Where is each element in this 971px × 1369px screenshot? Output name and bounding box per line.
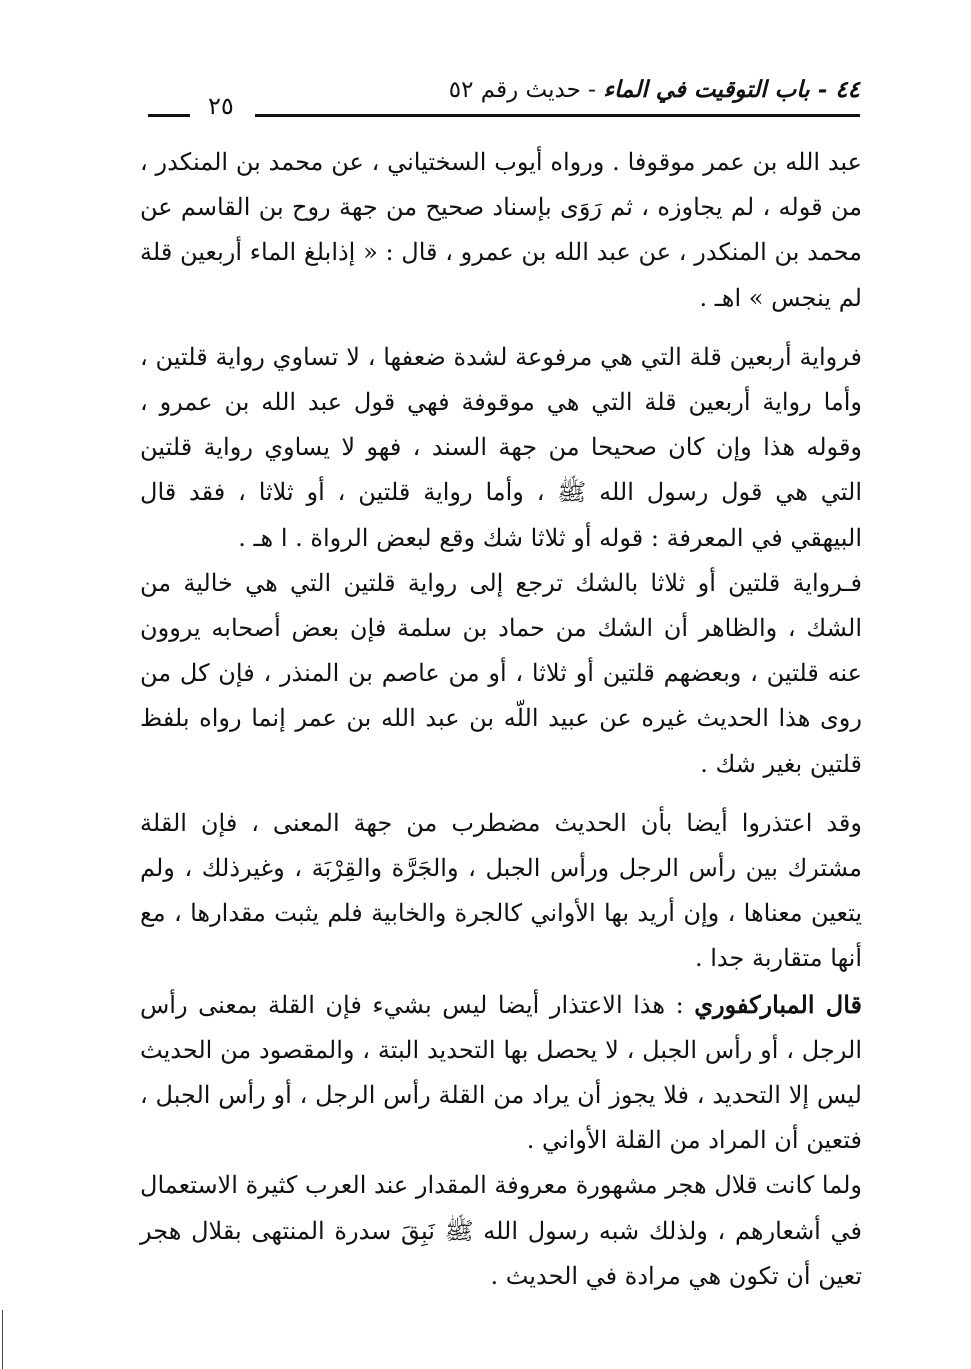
paragraph: ولما كانت قلال هجر مشهورة معروفة المقدار عند العرب كثيرة الاستعمال في أشعارهم ، ولذلك شبه رسول الله ﷺ نَبِقَ سدرة المنتهى بقلال هجر تعين أن تكون هي مرادة في الحديث . bbox=[140, 1171, 862, 1290]
paragraph: فرواية أربعين قلة التي هي مرفوعة لشدة ضعفها ، لا تساوي رواية قلتين ، وأما رواية أربعين قلة التي هي موقوفة فهي قول عبد الله بن عمرو ، وقوله هذا وإن كان صحيحا من جهة السند ، فهو لا يساوي رواية قلتين التي هي قول رسول الله ﷺ ، وأما رواية قلتين ، أو ثلاثا ، فقد قال البيهقي في المعرفة : قوله أو ثلاثا شك وقع لبعض الرواة . ا هـ . bbox=[140, 342, 863, 552]
paragraph: عبد الله بن عمر موقوفا . ورواه أيوب السختياني ، عن محمد بن المنكدر ، من قوله ، لم يجاوزه ، ثم رَوَى بإسناد صحيح من جهة روح بن القاسم عن محمد بن المنكدر ، عن عبد الله بن عمرو ، قال : « إذابلغ الماء أربعين قلة لم ينجس » اهـ . bbox=[140, 148, 862, 312]
page-edge-mark bbox=[2, 1310, 3, 1369]
chapter-title: ٤٤ - باب التوقيت في الماء bbox=[603, 76, 860, 103]
paragraph: وقد اعتذروا أيضا بأن الحديث مضطرب من جهة المعنى ، فإن القلة مشترك بين رأس الرجل ورأس الجبل ، والجَرَّة والقِرْبَة ، وغيرذلك ، ولم يتعين معناها ، وإن أريد بها الأواني كالجرة والخابية فلم يثبت مقدارها ، مع أنها متقاربة جدا . bbox=[140, 808, 863, 973]
header-rule bbox=[255, 114, 860, 117]
commentary-text: : هذا الاعتذار أيضا ليس بشيء فإن القلة بمعنى رأس الرجل ، أو رأس الجبل ، لا يحصل بها التحديد البتة ، والمقصود من الحديث ليس إلا التحديد ، فلا يجوز أن يراد من القلة رأس الرجل ، أو رأس الجبل ، فتعين أن المراد من القلة الأواني . bbox=[140, 990, 862, 1155]
page-number-rule bbox=[148, 114, 190, 117]
hadith-reference: - حديث رقم ٥٢ bbox=[448, 77, 596, 103]
speaker-label: قال المباركفوري bbox=[694, 989, 862, 1019]
header-title bbox=[449, 76, 860, 103]
paragraph: فـرواية قلتين أو ثلاثا بالشك ترجع إلى رواية قلتين التي هي خالية من الشك ، والظاهر أن الشك من حماد بن سلمة فإن بعض أصحابه يروون عنه قلتين ، وبعضهم قلتين أو ثلاثا ، أو من عاصم بن المنذر ، فإن كل من روى هذا الحديث غيره عن عبيد اللّه بن عبد الله بن عمر إنما رواه بلفظ قلتين بغير شك . bbox=[140, 568, 862, 778]
running-header bbox=[140, 70, 860, 122]
main-text bbox=[140, 140, 862, 1299]
commentary-paragraph bbox=[140, 982, 862, 1164]
page-number: ٢٥ bbox=[208, 92, 234, 120]
